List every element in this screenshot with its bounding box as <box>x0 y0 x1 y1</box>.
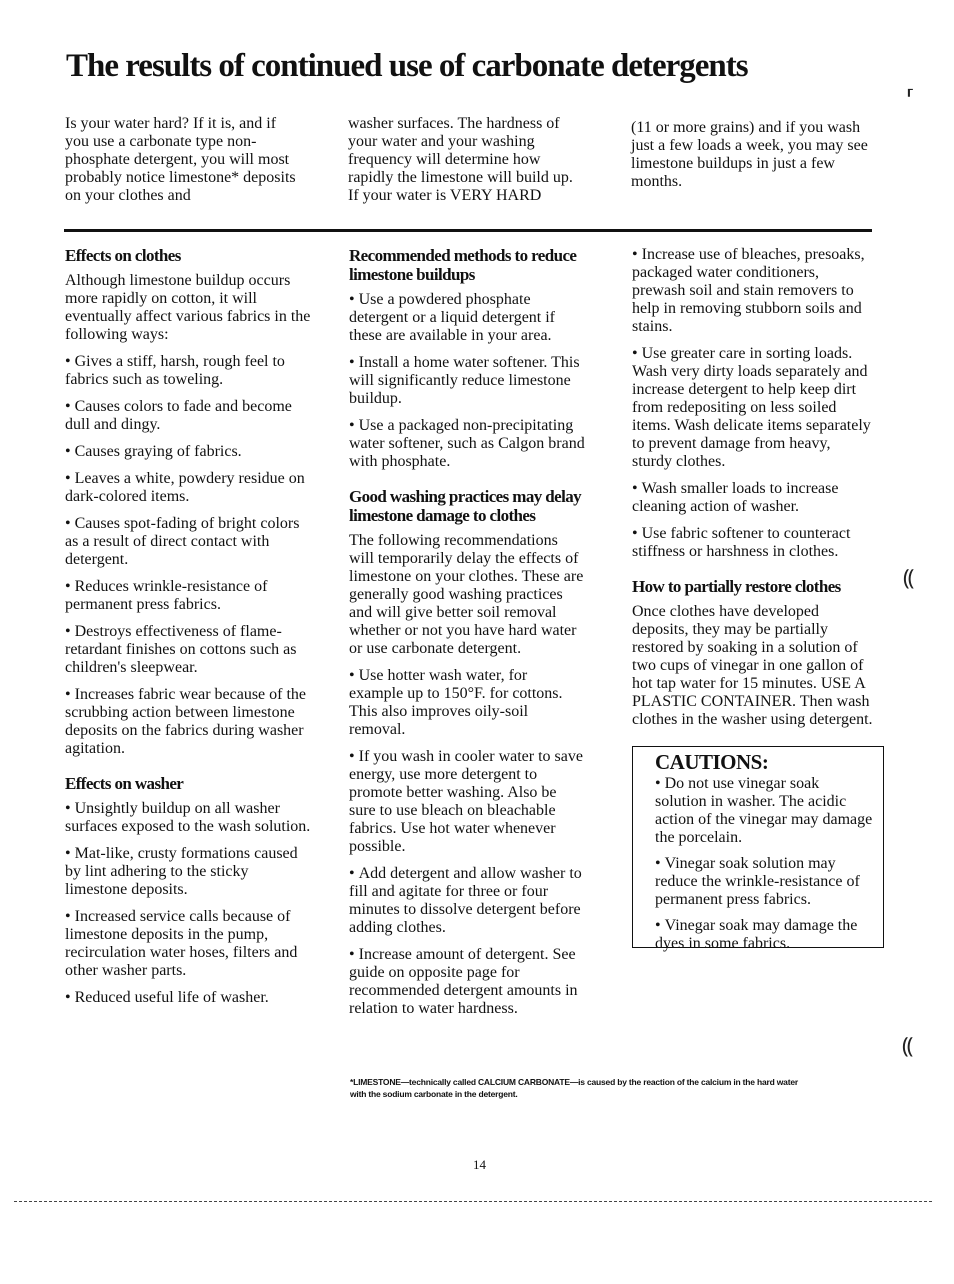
list-item: • If you wash in cooler water to save energy, use more detergent to promote better washing. Also be sure to use bleach on bleachable fabrics. Use hot water whenever possible. <box>349 748 585 856</box>
list-item: • Do not use vinegar soak solution in washer. The acidic action of the vinegar may damage the porcelain. <box>655 775 873 847</box>
list-item: • Mat-like, crusty formations caused by lint adhering to the sticky limestone deposits. <box>65 845 311 899</box>
column-1 <box>65 246 311 1016</box>
list-item: • Use greater care in sorting loads. Wash very dirty loads separately and increase detergent to help keep dirt from redepositing on less soiled items. Wash delicate items separately to prevent damage from heavy, sturdy clothes. <box>632 345 874 471</box>
list-item: • Increase use of bleaches, presoaks, packaged water conditioners, prewash soil and stain removers to help in removing stubborn soils and stains. <box>632 246 874 336</box>
list-item: • Increases fabric wear because of the scrubbing action between limestone deposits on the fabrics during washer agitation. <box>65 686 311 758</box>
list-item: • Increased service calls because of limestone deposits in the pump, recirculation water hoses, filters and other washer parts. <box>65 908 311 980</box>
effects-on-washer-heading: Effects on washer <box>65 774 184 793</box>
good-practices-heading: Good washing practices may delay limestone damage to clothes <box>349 487 582 525</box>
list-item: • Causes spot-fading of bright colors as a result of direct contact with detergent. <box>65 515 311 569</box>
list-item: • Unsightly buildup on all washer surfaces exposed to the wash solution. <box>65 800 311 836</box>
limestone-footnote: *LIMESTONE—technically called CALCIUM CARBONATE—is caused by the reaction of the calcium in the hard water with the sodium carbonate in the detergent. <box>350 1077 798 1099</box>
effects-on-clothes-heading: Effects on clothes <box>65 246 181 265</box>
list-item: • Use hotter wash water, for example up to 150°F. for cottons. This also improves oily-soil removal. <box>349 667 585 739</box>
binding-mark-icon: ⸨ <box>903 565 915 590</box>
list-item: • Vinegar soak solution may reduce the wrinkle-resistance of permanent press fabrics. <box>655 855 873 909</box>
restore-clothes-text: Once clothes have developed deposits, they may be partially restored by soaking in a solution of two cups of vinegar in one gallon of hot tap water for 15 minutes. USE A PLASTIC CONTAINER. Then wash clothes in the washer using detergent. <box>632 603 873 728</box>
effects-on-clothes-intro: Although limestone buildup occurs more rapidly on cotton, it will eventually affect various fabrics in the following ways: <box>65 272 311 343</box>
intro-column-2: washer surfaces. The hardness of your water and your washing frequency will determine how rapidly the limestone will build up. If your water is VERY HARD <box>348 115 573 204</box>
list-item: • Leaves a white, powdery residue on dark-colored items. <box>65 470 311 506</box>
list-item: • Causes colors to fade and become dull and dingy. <box>65 398 311 434</box>
intro-column-1: Is your water hard? If it is, and if you use a carbonate type non-phosphate detergent, you will most probably notice limestone* deposits on your clothes and <box>65 115 296 204</box>
binding-mark-icon: ⸨ <box>902 1033 914 1058</box>
list-item: • Reduces wrinkle-resistance of permanent press fabrics. <box>65 578 311 614</box>
section-divider <box>64 229 872 232</box>
page-title: The results of continued use of carbonate detergents <box>66 48 748 84</box>
list-item: • Destroys effectiveness of flame-retardant finishes on cottons such as children's sleepwear. <box>65 623 311 677</box>
cautions-box <box>632 746 884 952</box>
intro-column-3: (11 or more grains) and if you wash just a few loads a week, you may see limestone buildups in just a few months. <box>631 119 868 190</box>
list-item: • Use fabric softener to counteract stiffness or harshness in clothes. <box>632 525 874 561</box>
bottom-edge-line <box>14 1201 932 1202</box>
list-item: • Gives a stiff, harsh, rough feel to fabrics such as toweling. <box>65 353 311 389</box>
list-item: • Wash smaller loads to increase cleaning action of washer. <box>632 480 874 516</box>
list-item: • Add detergent and allow washer to fill and agitate for three or four minutes to dissolve detergent before adding clothes. <box>349 865 585 937</box>
binding-mark-icon: ⸢ <box>906 86 915 111</box>
list-item: • Reduced useful life of washer. <box>65 989 311 1007</box>
list-item: • Install a home water softener. This will significantly reduce limestone buildup. <box>349 354 585 408</box>
list-item: • Causes graying of fabrics. <box>65 443 311 461</box>
cautions-heading: CAUTIONS: <box>655 750 769 774</box>
list-item: • Increase amount of detergent. See guide on opposite page for recommended detergent amounts in relation to water hardness. <box>349 946 585 1018</box>
recommended-methods-heading: Recommended methods to reduce limestone buildups <box>349 246 577 284</box>
column-3 <box>632 246 874 738</box>
list-item: • Vinegar soak may damage the dyes in some fabrics. <box>655 917 873 953</box>
column-2 <box>349 246 585 1027</box>
list-item: • Use a powdered phosphate detergent or a liquid detergent if these are available in your area. <box>349 291 585 345</box>
page-number: 14 <box>473 1157 486 1172</box>
good-practices-intro: The following recommendations will temporarily delay the effects of limestone on your clothes. These are generally good washing practices and will give better soil removal whether or not you have hard water or use carbonate detergent. <box>349 532 584 657</box>
list-item: • Use a packaged non-precipitating water softener, such as Calgon brand with phosphate. <box>349 417 585 471</box>
restore-clothes-heading: How to partially restore clothes <box>632 577 841 596</box>
